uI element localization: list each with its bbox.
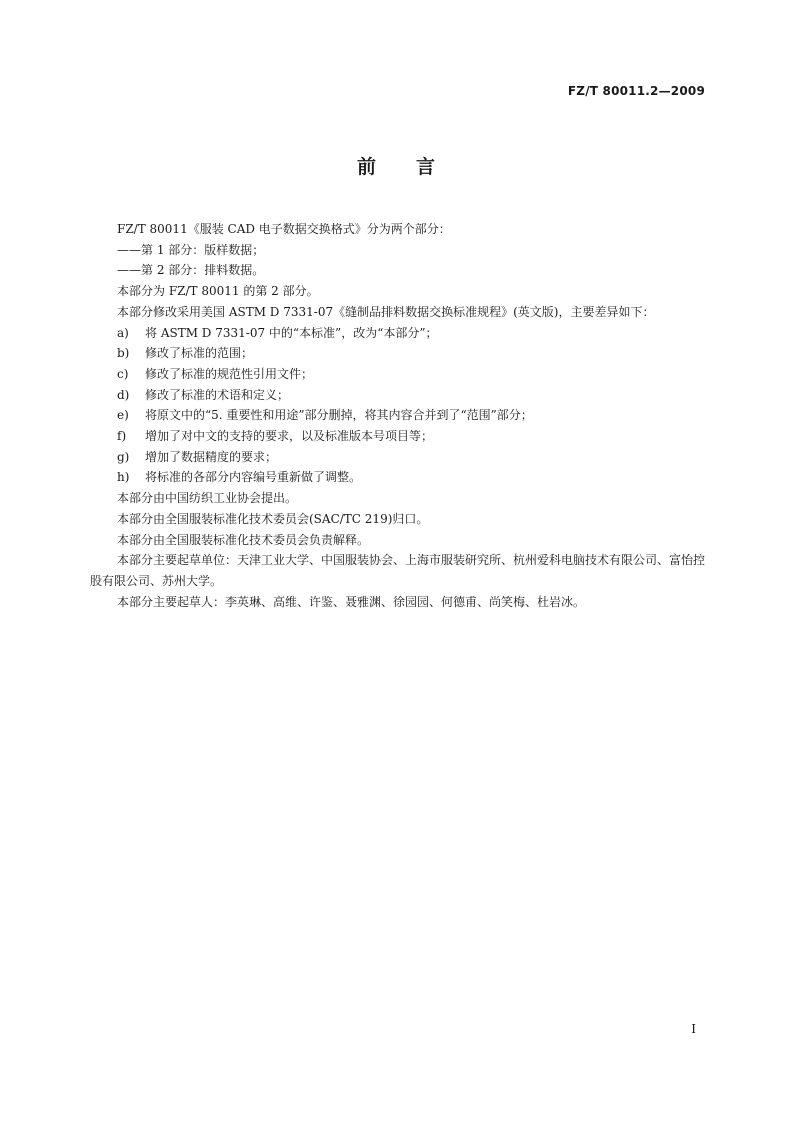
- drafting-units-paragraph: 本部分主要起草单位：天津工业大学、中国服装协会、上海市服装研究所、杭州爱科电脑技术有限公司、富怡控股有限公司、苏州大学。: [90, 553, 706, 588]
- list-text: 修改了标准的规范性引用文件；: [145, 366, 314, 381]
- list-marker: e): [117, 408, 129, 423]
- list-marker: c): [117, 366, 129, 381]
- foreword-body: [90, 219, 705, 612]
- difference-item-c: [90, 364, 705, 385]
- this-part-paragraph: 本部分为 FZ/T 80011 的第 2 部分。: [117, 284, 319, 299]
- page-number: I: [691, 1022, 696, 1036]
- list-text: 修改了标准的范围；: [145, 346, 254, 361]
- difference-item-a: [90, 323, 705, 344]
- list-text: 将 ASTM D 7331-07 中的“本标准”，改为“本部分”；: [145, 325, 438, 340]
- managed-by-paragraph: 本部分由全国服装标准化技术委员会(SAC/TC 219)归口。: [117, 511, 429, 526]
- list-marker: f): [117, 429, 127, 444]
- list-text: 增加了对中文的支持的要求，以及标准版本号项目等；: [145, 429, 434, 444]
- proposed-by-paragraph: 本部分由中国纺织工业协会提出。: [117, 491, 298, 506]
- standard-number: FZ/T 80011.2—2009: [567, 84, 705, 98]
- difference-item-b: [90, 343, 705, 364]
- page-title: [0, 152, 794, 179]
- list-text: 增加了数据精度的要求；: [145, 449, 278, 464]
- difference-item-h: [90, 467, 705, 488]
- difference-item-g: [90, 447, 705, 468]
- intro-paragraph: FZ/T 80011《服装 CAD 电子数据交换格式》分为两个部分：: [117, 222, 451, 236]
- list-marker: a): [117, 325, 129, 340]
- list-marker: g): [117, 449, 130, 464]
- title-char-1: 前: [356, 156, 378, 178]
- list-text: 将标准的各部分内容编号重新做了调整。: [145, 470, 362, 485]
- difference-item-e: [90, 405, 705, 426]
- difference-item-f: [90, 426, 705, 447]
- adoption-paragraph: 本部分修改采用美国 ASTM D 7331-07《缝制品排料数据交换标准规程》(英文版)，主要差异如下：: [117, 304, 655, 319]
- list-text: 修改了标准的术语和定义；: [145, 387, 290, 402]
- part-1-item: ——第 1 部分：版样数据；: [117, 242, 265, 257]
- list-marker: d): [117, 387, 130, 402]
- difference-item-d: [90, 385, 705, 406]
- list-text: 将原文中的“5. 重要性和用途”部分删掉，将其内容合并到了“范围”部分；: [145, 408, 533, 423]
- list-marker: b): [117, 346, 130, 361]
- title-char-2: 言: [416, 156, 438, 178]
- drafters-paragraph: 本部分主要起草人：李英琳、高维、许鉴、聂雅渊、徐园园、何德甫、尚笑梅、杜岩冰。: [117, 594, 586, 609]
- list-marker: h): [117, 470, 130, 485]
- part-2-item: ——第 2 部分：排料数据。: [117, 263, 265, 278]
- interpreted-by-paragraph: 本部分由全国服装标准化技术委员会负责解释。: [117, 532, 370, 547]
